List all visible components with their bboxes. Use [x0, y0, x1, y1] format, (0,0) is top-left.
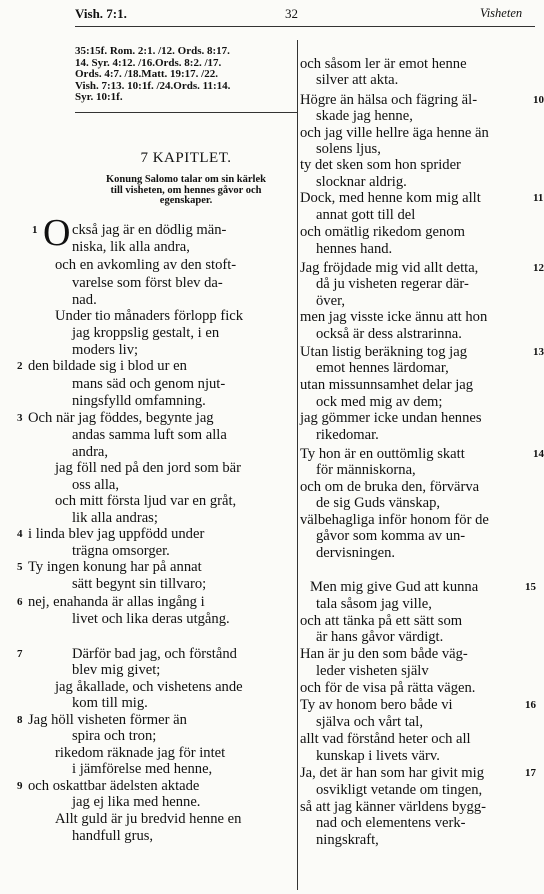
verse-line: jag åkallade, och vishetens ande — [55, 679, 243, 695]
verse-line: och för de visa på rätta vägen. — [300, 680, 476, 696]
running-header-reference: Vish. 7:1. — [75, 6, 127, 21]
verse-line: och att tänka på ett sätt som — [300, 613, 463, 629]
verse-number: 1 — [32, 224, 38, 236]
verse-line: Jag fröjdade mig vid allt detta, — [300, 260, 479, 276]
verse-number: 5 — [17, 561, 23, 573]
verse-line: Ty hon är en outtömlig skatt — [300, 446, 465, 462]
verse-line: Och när jag föddes, begynte jag — [28, 410, 214, 426]
verse-line: Därför bad jag, och förstånd — [72, 646, 237, 662]
verse-line: jag ej lika med henne. — [72, 794, 201, 810]
verse-line: Högre än hälsa och fägring äl- — [300, 92, 478, 108]
verse-number: 15 — [525, 581, 536, 593]
chapter-summary-line: Konung Salomo talar om sin kärlek — [106, 174, 266, 185]
verse-line: och en avkomling av den stoft- — [55, 257, 237, 273]
verse-line: ock med mig av dem; — [316, 394, 443, 410]
chapter-summary-line: till visheten, om hennes gåvor och — [110, 184, 262, 196]
verse-line: och jag ville hellre äga henne än — [300, 125, 489, 141]
verse-line: rikedomar. — [316, 427, 379, 443]
verse-number: 4 — [17, 528, 23, 540]
verse-line: Ty av honom bero både vi — [300, 697, 453, 713]
verse-line: och såsom ler är emot henne — [300, 56, 467, 72]
verse-line: för människorna, — [316, 462, 416, 478]
verse-line: Jag höll visheten förmer än — [28, 712, 187, 728]
verse-line: tala såsom jag ville, — [316, 596, 432, 612]
verse-line: i linda blev jag uppfödd under — [28, 526, 205, 542]
verse-line: nad och elementens verk- — [316, 815, 466, 831]
verse-line: spira och tron; — [72, 728, 157, 744]
chapter-title: 7 KAPITLET. — [140, 150, 232, 166]
verse-line: också är dess alstrarinna. — [316, 326, 462, 342]
verse-line: så att jag känner världens bygg- — [300, 799, 487, 815]
verse-line: skade jag henne, — [316, 108, 413, 124]
verse-line: ckså jag är en dödlig män- — [72, 222, 227, 238]
verse-number: 13 — [533, 346, 544, 358]
verse-line: niska, lik alla andra, — [72, 239, 190, 255]
verse-number: 14 — [533, 448, 544, 460]
verse-line: men jag visste icke ännu att hon — [300, 309, 488, 325]
verse-line: de sig Guds vänskap, — [316, 495, 441, 511]
verse-line: och mitt första ljud var en gråt, — [55, 493, 237, 509]
cross-reference-line: Ords. 4:7. /18.Matt. 19:17. /22. — [75, 68, 218, 80]
verse-line: Allt guld är ju bredvid henne en — [55, 811, 242, 827]
verse-number: 16 — [525, 699, 536, 711]
verse-number: 11 — [533, 192, 544, 204]
verse-line: blev mig givet; — [72, 662, 161, 678]
drop-cap: O — [43, 212, 71, 254]
verse-line: Men mig give Gud att kunna — [310, 579, 479, 595]
verse-line: livet och lika deras utgång. — [72, 611, 230, 627]
verse-line: kunskap i livets värv. — [316, 748, 440, 764]
verse-line: rikedom räknade jag för intet — [55, 745, 226, 761]
verse-line: leder visheten själv — [316, 663, 429, 679]
column-divider — [297, 40, 298, 890]
verse-line: nad. — [72, 292, 97, 308]
verse-line: gåvor som komma av un- — [316, 528, 466, 544]
verse-number: 17 — [525, 767, 536, 779]
verse-line: själva och vårt tal, — [316, 714, 423, 730]
verse-line: slocknar aldrig. — [316, 174, 407, 190]
verse-line: ningskraft, — [316, 832, 379, 848]
verse-line: lik alla andras; — [72, 510, 158, 526]
verse-line: Utan listig beräkning tog jag — [300, 344, 467, 360]
verse-line: jag föll ned på den jord som bär — [55, 460, 242, 476]
verse-line: nej, enahanda är allas ingång i — [28, 594, 205, 610]
verse-line: Dock, med henne kom mig allt — [300, 190, 481, 206]
verse-line: emot hennes lärdomar, — [316, 360, 449, 376]
verse-line: moders liv; — [72, 342, 139, 358]
chapter-summary — [70, 175, 302, 207]
verse-line: silver att akta. — [316, 72, 399, 88]
header-rule — [75, 26, 535, 27]
verse-line: utan missunnsamhet delar jag — [300, 377, 474, 393]
verse-number: 6 — [17, 596, 23, 608]
verse-line: handfull grus, — [72, 828, 154, 844]
chapter-summary-line: egenskaper. — [159, 195, 213, 206]
verse-line: annat gott till del — [316, 207, 416, 223]
verse-line: ty det sken som hon sprider — [300, 157, 461, 173]
verse-line: Ja, det är han som har givit mig — [300, 765, 485, 781]
verse-number: 8 — [17, 714, 23, 726]
cross-reference-line: 14. Syr. 4:12. /16.Ords. 8:2. /17. — [75, 56, 222, 69]
verse-line: kom till mig. — [72, 695, 148, 711]
verse-line: ningsfylld omfamning. — [72, 393, 206, 409]
verse-line: mans säd och genom njut- — [72, 376, 226, 392]
verse-number: 12 — [533, 262, 544, 274]
verse-line: solens ljus, — [316, 141, 381, 157]
verse-line: Ty ingen konung har på annat — [28, 559, 202, 575]
verse-line: jag gömmer icke undan hennes — [300, 410, 482, 426]
verse-line: Han är ju den som både väg- — [300, 646, 468, 662]
verse-line: hennes hand. — [316, 241, 393, 257]
verse-line: varelse som först blev da- — [72, 275, 223, 291]
verse-line: allt vad förstånd heter och all — [300, 731, 471, 747]
verse-line: över, — [316, 293, 345, 309]
verse-line: och om de bruka den, förvärva — [300, 479, 480, 495]
verse-line: Under tio månaders förlopp fick — [55, 308, 244, 324]
verse-line: är hans gåvor värdigt. — [316, 629, 444, 645]
verse-line: oss alla, — [72, 477, 120, 493]
verse-line: andra, — [72, 444, 109, 460]
cross-reference-line: Vish. 7:13. 10:1f. /24.Ords. 11:14. — [75, 79, 231, 92]
verse-number: 7 — [17, 648, 23, 660]
page-number: 32 — [285, 6, 298, 21]
verse-number: 9 — [17, 780, 23, 792]
verse-line: osvikligt vetande om tingen, — [316, 782, 483, 798]
verse-line: andas samma luft som alla — [72, 427, 227, 443]
cross-reference-rule — [75, 112, 297, 113]
verse-line: sätt begynt sin tillvaro; — [72, 576, 207, 592]
verse-line: då ju visheten regerar där- — [316, 276, 469, 292]
verse-line: trägna omsorger. — [72, 543, 170, 559]
verse-line: och oskattbar ädelsten aktade — [28, 778, 200, 794]
verse-line: jag kroppslig gestalt, i en — [72, 325, 220, 341]
verse-line: dervisningen. — [316, 545, 396, 561]
verse-line: och omätlig rikedom genom — [300, 224, 465, 240]
verse-number: 2 — [17, 360, 23, 372]
cross-reference-line: Syr. 10:1f. — [75, 91, 123, 103]
verse-line: i jämförelse med henne, — [72, 761, 213, 777]
verse-number: 3 — [17, 412, 23, 424]
running-header-book: Visheten — [480, 6, 523, 20]
cross-references — [75, 46, 290, 104]
verse-number: 10 — [533, 94, 544, 106]
cross-reference-line: 35:15f. Rom. 2:1. /12. Ords. 8:17. — [75, 45, 230, 57]
verse-line: den bildade sig i blod ur en — [28, 358, 187, 374]
verse-line: välbehagliga inför honom för de — [300, 512, 489, 528]
